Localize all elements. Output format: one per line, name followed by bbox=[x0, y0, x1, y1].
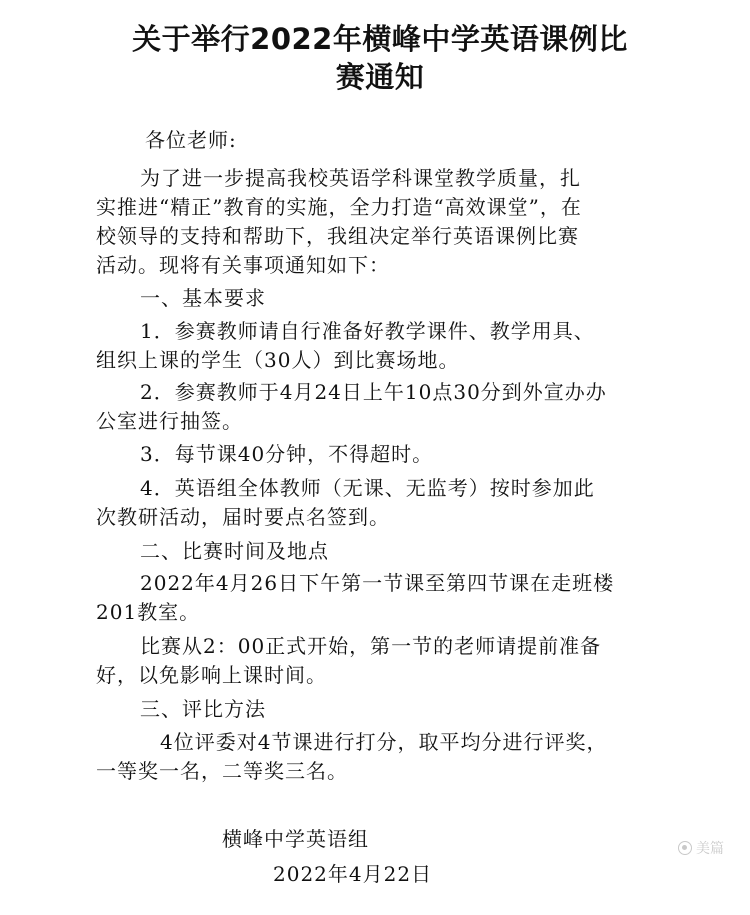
intro-line-3: 校领导的支持和帮助下，我组决定举行英语课例比赛 bbox=[96, 224, 579, 248]
requirement-4-line-2: 次教研活动，届时要点名签到。 bbox=[96, 505, 390, 529]
signature-organization: 横峰中学英语组 bbox=[222, 827, 369, 851]
judging-line-2: 一等奖一名，二等奖三名。 bbox=[96, 759, 348, 783]
requirement-2-line-2: 公室进行抽签。 bbox=[96, 409, 243, 433]
greeting: 各位老师: bbox=[145, 128, 237, 152]
schedule-line-2: 201教室。 bbox=[96, 600, 201, 624]
notice-title-line-2: 赛通知 bbox=[335, 60, 425, 94]
signature-date: 2022年4月22日 bbox=[273, 862, 433, 886]
intro-line-1: 为了进一步提高我校英语学科课堂教学质量，扎 bbox=[140, 166, 581, 190]
start-time-line-2: 好，以免影响上课时间。 bbox=[96, 663, 327, 687]
watermark-text: 美篇 bbox=[696, 841, 724, 857]
requirement-1-line-2: 组织上课的学生（30人）到比赛场地。 bbox=[96, 348, 460, 372]
start-time-line-1: 比赛从2：00正式开始，第一节的老师请提前准备 bbox=[140, 634, 602, 658]
section-1-heading: 一、基本要求 bbox=[140, 286, 266, 310]
watermark bbox=[678, 838, 724, 858]
intro-line-4: 活动。现将有关事项通知如下： bbox=[96, 253, 390, 277]
requirement-1-line-1: 1．参赛教师请自行准备好教学课件、教学用具、 bbox=[140, 319, 595, 343]
requirement-2-line-1: 2．参赛教师于4月24日上午10点30分到外宣办办 bbox=[140, 380, 607, 404]
section-2-heading: 二、比赛时间及地点 bbox=[140, 539, 329, 563]
requirement-3: 3．每节课40分钟，不得超时。 bbox=[140, 442, 434, 466]
requirement-4-line-1: 4．英语组全体教师（无课、无监考）按时参加此 bbox=[140, 476, 595, 500]
schedule-line-1: 2022年4月26日下午第一节课至第四节课在走班楼 bbox=[140, 571, 615, 595]
camera-icon bbox=[678, 841, 692, 855]
judging-line-1: 4位评委对4节课进行打分，取平均分进行评奖， bbox=[160, 730, 608, 754]
intro-line-2: 实推进“精正”教育的实施，全力打造“高效课堂”，在 bbox=[96, 195, 582, 219]
notice-title-line-1: 关于举行2022年横峰中学英语课例比 bbox=[132, 22, 628, 56]
section-3-heading: 三、评比方法 bbox=[140, 697, 266, 721]
